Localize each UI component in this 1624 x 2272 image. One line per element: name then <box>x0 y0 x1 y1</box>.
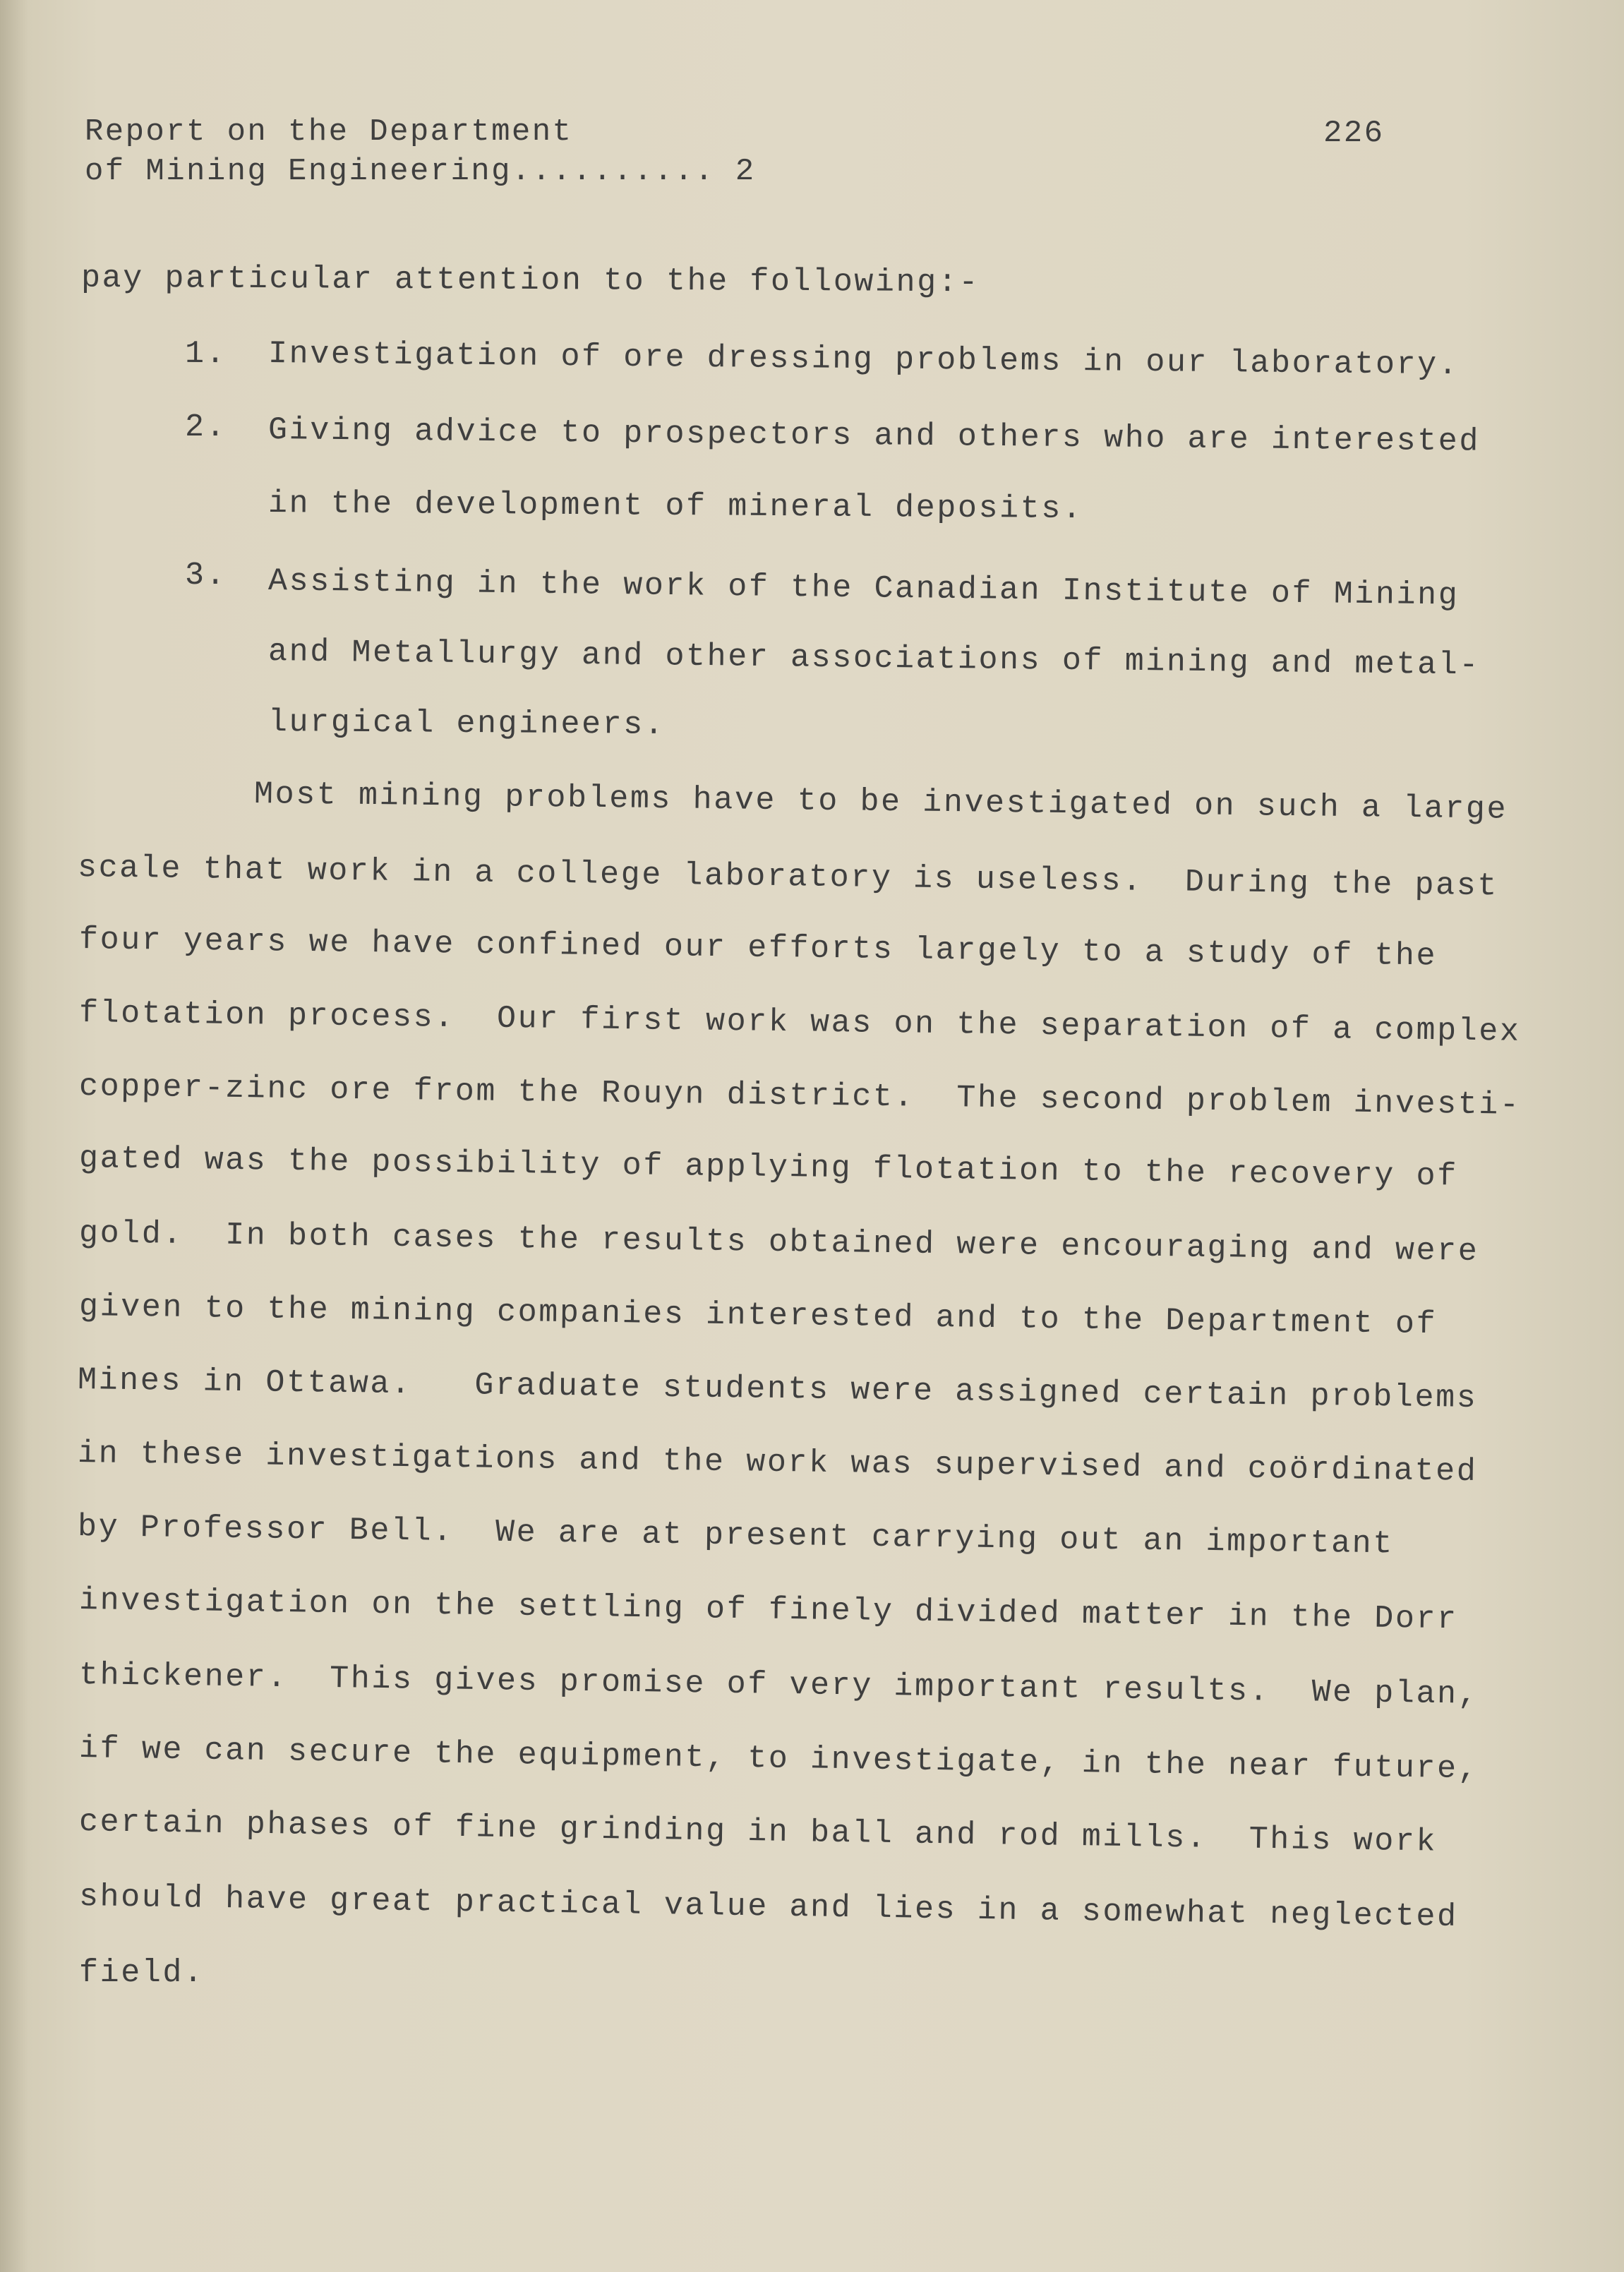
intro-line: pay particular attention to the following:- <box>80 260 980 301</box>
list-item-1-number: 1. <box>184 335 227 373</box>
paragraph-line-3: four years we have confined our efforts largely to a study of the <box>78 922 1438 975</box>
paragraph-line-15: certain phases of fine grinding in ball and rod mills. This work <box>78 1804 1438 1861</box>
page-number: 226 <box>1323 116 1385 151</box>
paragraph-line-9: Mines in Ottawa. Graduate students were assigned certain problems <box>77 1362 1478 1417</box>
list-item-1-line-1: Investigation of ore dressing problems in our laboratory. <box>267 336 1460 384</box>
list-item-2-line-1: Giving advice to prospectors and others who are interested <box>267 412 1481 460</box>
paragraph-line-16: should have great practical value and lies in a somewhat neglected <box>78 1879 1459 1935</box>
header-title-line-2: of Mining Engineering.......... 2 <box>85 154 756 189</box>
paragraph-line-10: in these investigations and the work was supervised and coördinated <box>77 1436 1478 1490</box>
paragraph-line-4: flotation process. Our first work was on the separation of a complex <box>78 995 1521 1050</box>
list-item-3-line-1: Assisting in the work of the Canadian Institute of Mining <box>267 563 1460 614</box>
paragraph-line-14: if we can secure the equipment, to investigate, in the near future, <box>78 1731 1479 1788</box>
paragraph-line-2: scale that work in a college laboratory is useless. During the past <box>77 850 1499 905</box>
list-item-2-line-2: in the development of mineral deposits. <box>267 486 1083 528</box>
list-item-3-line-3: lurgical engineers. <box>267 704 666 743</box>
paragraph-line-11: by Professor Bell. We are at present carrying out an important <box>77 1509 1395 1563</box>
paragraph-line-13: thickener. This gives promise of very important results. We plan, <box>78 1657 1479 1713</box>
paragraph-line-6: gated was the possibility of applying flotation to the recovery of <box>78 1141 1459 1195</box>
paragraph-line-8: given to the mining companies interested and to the Department of <box>78 1289 1438 1343</box>
list-item-3-line-2: and Metallurgy and other associations of mining and metal- <box>267 634 1481 684</box>
paragraph-line-5: copper-zinc ore from the Rouyn district. The second problem investi- <box>78 1069 1521 1124</box>
list-item-2-number: 2. <box>185 409 227 445</box>
paragraph-line-1: Most mining problems have to be investigated on such a large <box>253 776 1508 828</box>
list-item-3-number: 3. <box>185 558 227 594</box>
paragraph-line-17: field. <box>79 1955 205 1991</box>
paragraph-line-7: gold. In both cases the results obtained were encouraging and were <box>78 1215 1479 1270</box>
paragraph-line-12: investigation on the settling of finely divided matter in the Dorr <box>78 1582 1459 1638</box>
header-title-line-1: Report on the Department <box>85 114 573 150</box>
